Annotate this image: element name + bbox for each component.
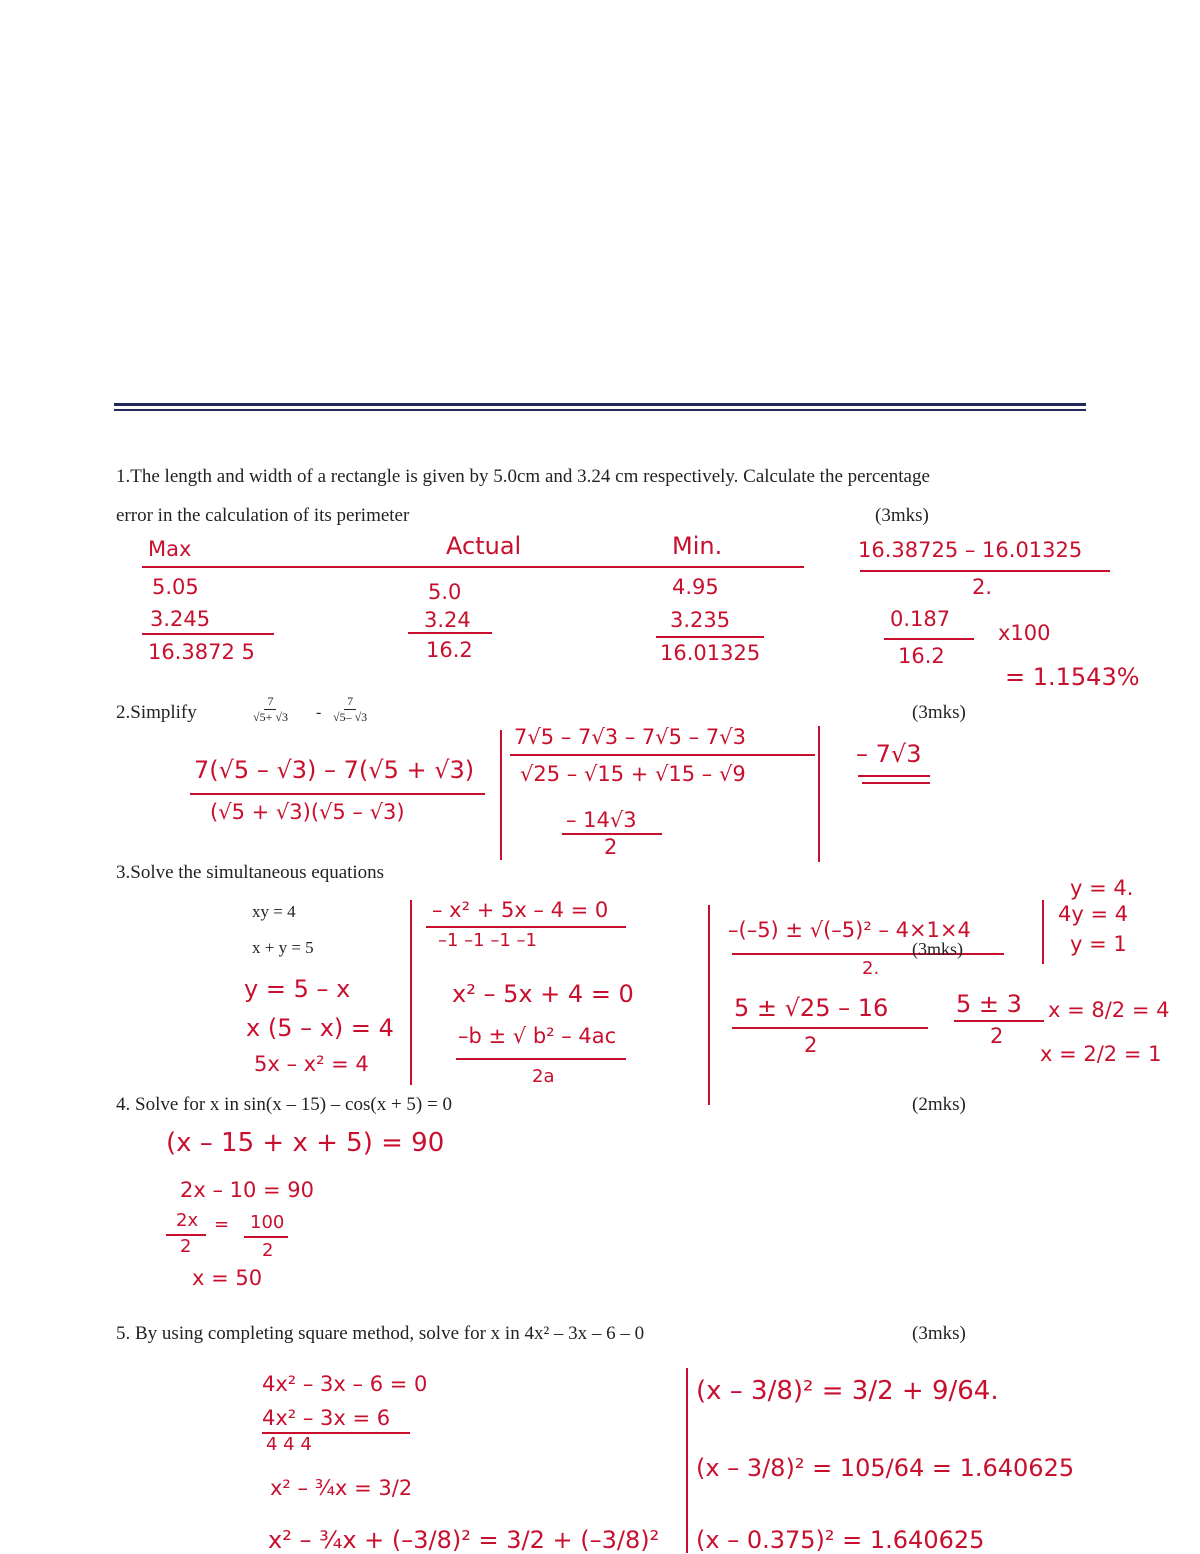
q4-label: 4. Solve for x in sin(x – 15) – cos(x + 5) = 0 <box>116 1094 452 1115</box>
q1-ratio-rule <box>884 638 974 640</box>
q1-marks: (3mks) <box>875 505 929 526</box>
q5-right-2: (x – 3/8)² = 105/64 = 1.640625 <box>696 1454 1075 1482</box>
q3-step3: 5x – x² = 4 <box>254 1052 369 1076</box>
q2-frac1-den: √5+ √3 <box>253 710 288 724</box>
q1-min-val-3: 16.01325 <box>660 641 761 665</box>
q1-max-val-1: 5.05 <box>152 575 199 599</box>
q1-result: = 1.1543% <box>1005 663 1140 691</box>
q2-answer-underline-2 <box>862 782 930 784</box>
q2-expr-rule <box>190 793 485 795</box>
q3-quad1: – x² + 5x – 4 = 0 <box>432 898 609 922</box>
q2-answer: – 7√3 <box>856 740 922 768</box>
q3-y2: 4y = 4 <box>1058 902 1129 926</box>
q4-step4: x = 50 <box>192 1266 263 1290</box>
q1-error-denominator: 2. <box>972 575 993 599</box>
q2-reduced-denominator: 2 <box>604 835 618 859</box>
q1-min-header: Min. <box>672 532 723 560</box>
q1-text-line2: error in the calculation of its perimeter <box>116 505 410 526</box>
q1-max-sum-rule <box>142 633 274 635</box>
q1-actual-val-1: 5.0 <box>428 580 462 604</box>
q4-step1: (x – 15 + x + 5) = 90 <box>166 1128 445 1158</box>
q3-step1: y = 5 – x <box>244 975 351 1003</box>
q3-label: 3.Solve the simultaneous equations <box>116 862 385 883</box>
q2-marks: (3mks) <box>912 702 966 723</box>
q4-step2: 2x – 10 = 90 <box>180 1178 315 1202</box>
q2-expr-denominator: (√5 + √3)(√5 – √3) <box>210 800 405 824</box>
q1-times-100: x100 <box>998 621 1051 645</box>
q3-step2: x (5 – x) = 4 <box>246 1014 394 1042</box>
q3-roots-rule <box>954 1020 1044 1022</box>
q2-minus: - <box>316 704 322 721</box>
q3-formula-denominator: 2a <box>532 1066 555 1087</box>
q3-y1: y = 4. <box>1070 876 1134 900</box>
q2-expand-denominator: √25 – √15 + √15 – √9 <box>520 762 746 786</box>
q4-step3-den: 2 <box>180 1236 192 1257</box>
q1-max-val-2: 3.245 <box>150 607 211 631</box>
q2-frac2-den: √5– √3 <box>333 710 368 724</box>
q1-table-rule <box>142 566 804 568</box>
q1-min-val-2: 3.235 <box>670 608 731 632</box>
q5-divider <box>686 1368 688 1553</box>
q1-ratio-numerator: 0.187 <box>890 607 951 631</box>
q3-sub-numerator: –(–5) ± √(–5)² – 4×1×4 <box>728 918 971 942</box>
q3-formula-numerator: –b ± √ b² – 4ac <box>458 1024 617 1048</box>
q5-left-3: x² – ¾x = 3/2 <box>270 1476 413 1500</box>
q2-answer-underline-1 <box>858 775 930 777</box>
q1-actual-val-3: 16.2 <box>426 638 473 662</box>
q3-roots-denominator: 2 <box>990 1024 1004 1048</box>
q5-label: 5. By using completing square method, solve for x in 4x² – 3x – 6 – 0 <box>116 1323 645 1344</box>
q1-error-numerator: 16.38725 – 16.01325 <box>858 538 1083 562</box>
q3-simp-numerator: 5 ± √25 – 16 <box>734 994 889 1022</box>
q1-actual-sum-rule <box>408 632 492 634</box>
q3-marks: (3mks) <box>912 939 963 959</box>
q5-right-3: (x – 0.375)² = 1.640625 <box>696 1526 985 1554</box>
q2-expand-rule <box>510 754 815 756</box>
q4-step3-rhs-num: 100 <box>250 1212 285 1233</box>
q3-quad1-divisors: –1 –1 –1 –1 <box>438 930 537 951</box>
q2-frac1-num: 7 <box>264 694 276 710</box>
q5-left-1: 4x² – 3x – 6 = 0 <box>262 1372 428 1396</box>
q2-divider-2 <box>818 726 820 862</box>
q4-marks: (2mks) <box>912 1094 966 1115</box>
q3-x1: x = 8/2 = 4 <box>1048 998 1170 1022</box>
q5-left-2-den: 4 4 4 <box>266 1434 312 1455</box>
q3-simp-rule <box>732 1027 928 1029</box>
q2-frac2-num: 7 <box>344 694 356 710</box>
q3-roots-numerator: 5 ± 3 <box>956 990 1022 1018</box>
q5-left-2: 4x² – 3x = 6 <box>262 1406 391 1430</box>
q3-simp-denominator: 2 <box>804 1033 818 1057</box>
q5-left-4: x² – ¾x + (–3/8)² = 3/2 + (–3/8)² <box>268 1526 660 1554</box>
q4-step3-rule-right <box>244 1236 288 1238</box>
q1-actual-val-2: 3.24 <box>424 608 471 632</box>
q2-fraction-1 <box>250 694 291 725</box>
q3-sub-rule <box>732 953 1004 955</box>
header-rule-bottom <box>114 409 1086 411</box>
q1-min-sum-rule <box>656 636 764 638</box>
q3-sub-denominator: 2. <box>862 958 880 979</box>
q1-actual-header: Actual <box>446 532 522 560</box>
q3-divider-2 <box>708 905 710 1105</box>
q3-quad1-rule <box>426 926 626 928</box>
q2-divider-1 <box>500 730 502 860</box>
q4-step3-equals: = <box>214 1214 230 1235</box>
q4-step3-rhs-den: 2 <box>262 1240 274 1261</box>
q1-text-line1: 1.The length and width of a rectangle is given by 5.0cm and 3.24 cm respectively. Calculate the percentage <box>116 466 930 487</box>
q5-marks: (3mks) <box>912 1323 966 1344</box>
q2-expr-numerator: 7(√5 – √3) – 7(√5 + √3) <box>194 756 475 784</box>
q2-label: 2.Simplify <box>116 702 197 723</box>
q2-fraction-2 <box>330 694 370 725</box>
q3-formula-rule <box>456 1058 626 1060</box>
q1-max-header: Max <box>148 537 192 561</box>
q2-expand-numerator: 7√5 – 7√3 – 7√5 – 7√3 <box>514 725 746 749</box>
q1-max-val-3: 16.3872 5 <box>148 640 255 664</box>
q2-reduced-numerator: – 14√3 <box>566 808 637 832</box>
q1-min-val-1: 4.95 <box>672 575 719 599</box>
q3-divider-3 <box>1042 900 1044 964</box>
q5-right-1: (x – 3/8)² = 3/2 + 9/64. <box>696 1376 999 1406</box>
q3-divider-1 <box>410 900 412 1085</box>
q3-x2: x = 2/2 = 1 <box>1040 1042 1162 1066</box>
q3-eq1: xy = 4 <box>252 902 296 921</box>
q1-error-rule <box>860 570 1110 572</box>
q3-y3: y = 1 <box>1070 932 1127 956</box>
header-rule-top <box>114 403 1086 406</box>
q4-step3-num: 2x <box>176 1210 199 1231</box>
q3-quad2: x² – 5x + 4 = 0 <box>452 980 634 1008</box>
q3-eq2: x + y = 5 <box>252 938 314 957</box>
q1-ratio-denominator: 16.2 <box>898 644 945 668</box>
